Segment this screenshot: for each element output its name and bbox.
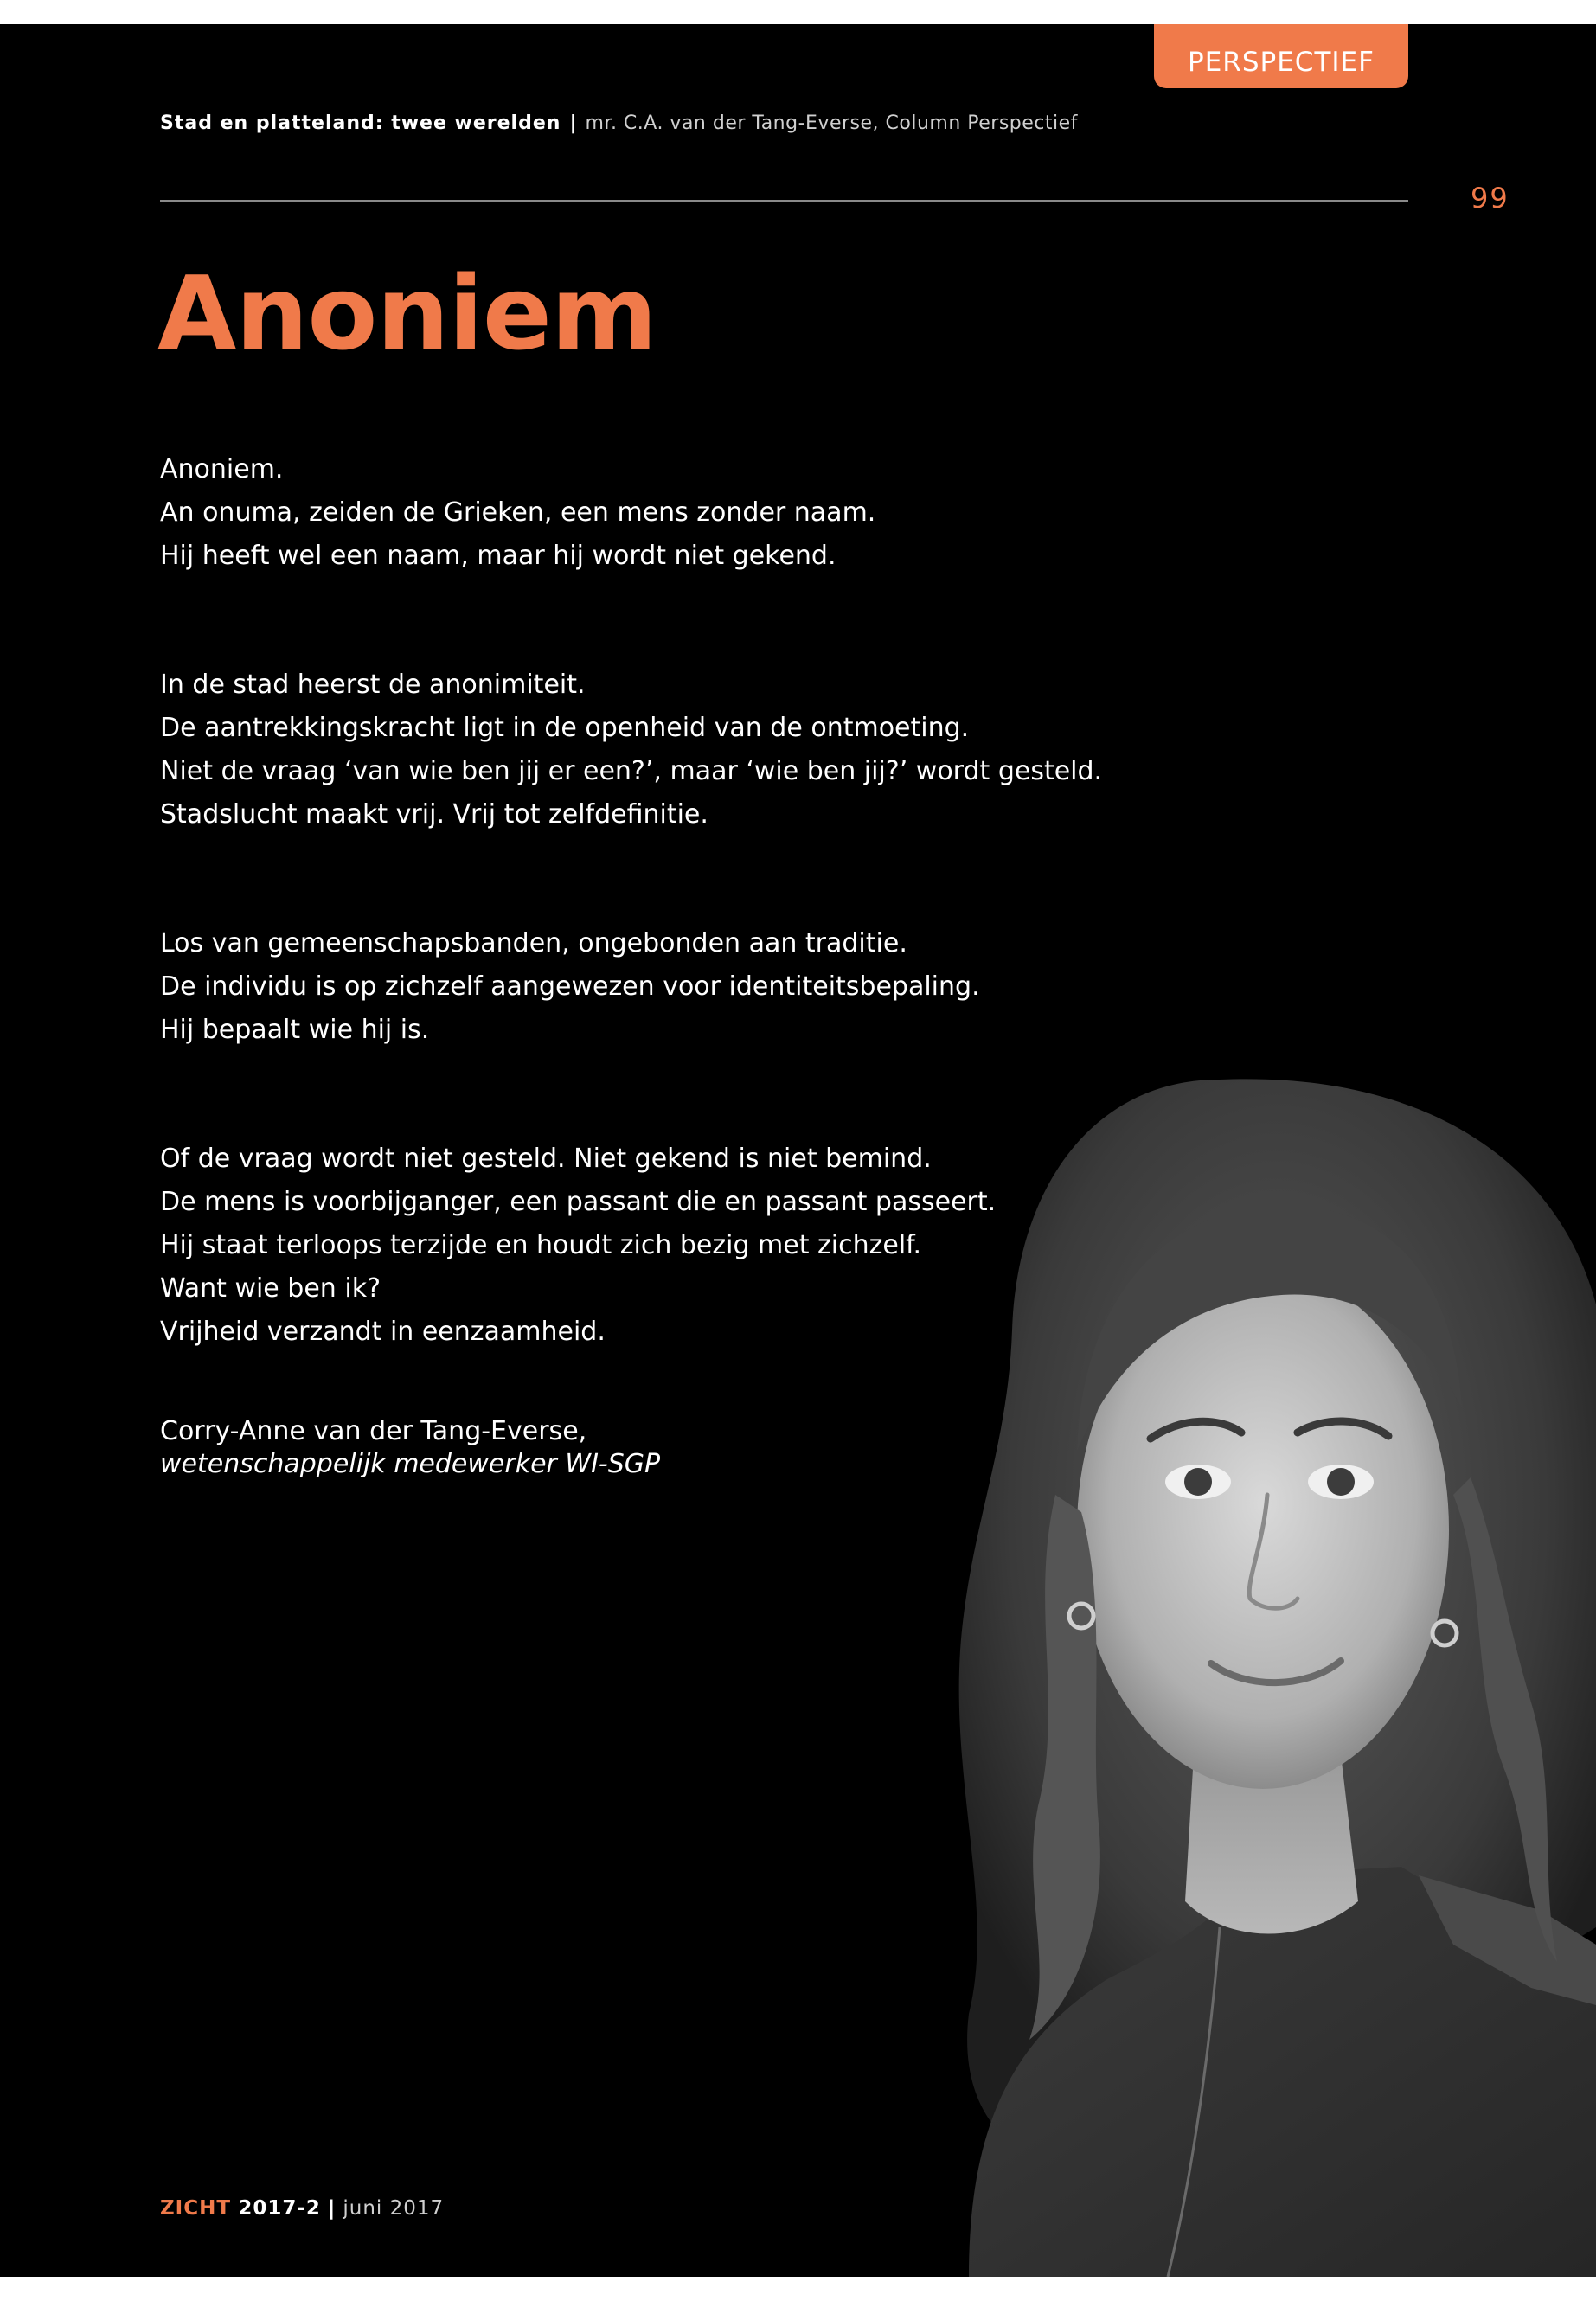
footer-separator: | — [327, 2197, 337, 2220]
running-author: mr. C.A. van der Tang-Everse, Column Perspectief — [585, 112, 1078, 134]
stanza-line: Anoniem. — [160, 454, 284, 484]
running-head-separator: | — [569, 112, 577, 134]
magazine-page — [0, 24, 1596, 2277]
stanza-line: Hij heeft wel een naam, maar hij wordt niet gekend. — [160, 541, 836, 571]
stanza-line: De mens is voorbijganger, een passant die en passant passeert. — [160, 1187, 997, 1217]
running-head — [160, 112, 1155, 134]
page-number: 99 — [1471, 182, 1509, 215]
stanza-line: An onuma, zeiden de Grieken, een mens zonder naam. — [160, 497, 876, 528]
footer-brand: ZICHT — [160, 2197, 232, 2220]
author-signature — [160, 1415, 660, 1481]
stanza-line: Vrijheid verzandt in eenzaamheid. — [160, 1317, 606, 1347]
header-rule — [160, 200, 1408, 202]
stanza-2 — [160, 663, 1112, 836]
stanza-line: Stadslucht maakt vrij. Vrij tot zelfdefinitie. — [160, 799, 708, 830]
stanza-line: Of de vraag wordt niet gesteld. Niet gekend is niet bemind. — [160, 1144, 932, 1174]
stanza-line: De individu is op zichzelf aangewezen voor identiteitsbepaling. — [160, 971, 980, 1002]
page-footer — [160, 2197, 444, 2220]
stanza-line: Hij bepaalt wie hij is. — [160, 1015, 430, 1045]
stanza-line: Los van gemeenschapsbanden, ongebonden aan traditie. — [160, 928, 907, 958]
stanza-1 — [160, 448, 1112, 578]
stanza-line: Niet de vraag ‘van wie ben jij er een?’, maar ‘wie ben jij?’ wordt gesteld. — [160, 756, 1103, 786]
stanza-3 — [160, 922, 1112, 1052]
stanza-line: Want wie ben ik? — [160, 1273, 381, 1304]
footer-issue: 2017-2 — [238, 2197, 321, 2220]
running-title: Stad en platteland: twee werelden — [160, 112, 561, 134]
author-role: wetenschappelijk medewerker WI-SGP — [160, 1449, 661, 1479]
section-tab: PERSPECTIEF — [1154, 24, 1408, 88]
stanza-line: Hij staat terloops terzijde en houdt zich bezig met zichzelf. — [160, 1230, 922, 1260]
stanza-line: De aantrekkingskracht ligt in de openheid van de ontmoeting. — [160, 713, 970, 743]
author-portrait — [934, 1045, 1596, 2277]
stanza-line: In de stad heerst de anonimiteit. — [160, 670, 586, 700]
footer-date: juni 2017 — [343, 2197, 445, 2220]
article-headline: Anoniem — [157, 253, 657, 373]
author-name: Corry-Anne van der Tang-Everse, — [160, 1416, 587, 1446]
